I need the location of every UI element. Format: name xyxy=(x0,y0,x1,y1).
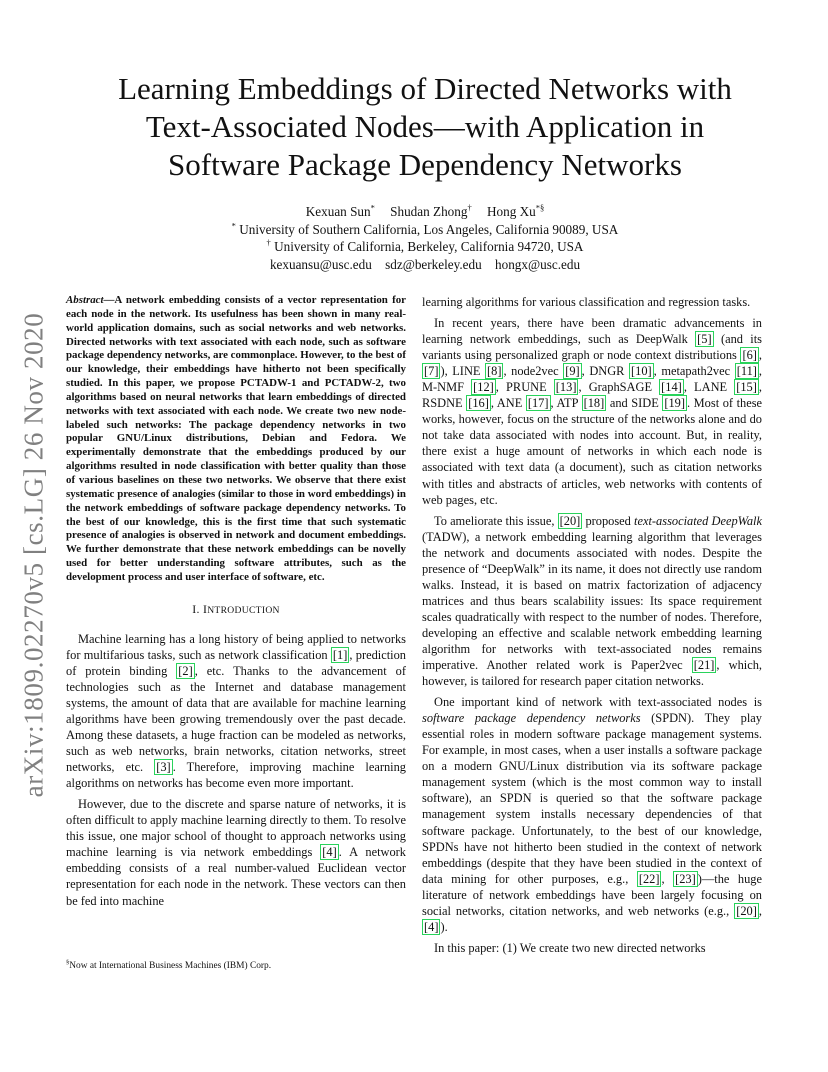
citation-link[interactable]: [5] xyxy=(697,332,712,347)
author-names xyxy=(60,203,790,221)
citation-link[interactable]: [2] xyxy=(178,663,193,678)
citation-link[interactable]: [16] xyxy=(468,396,489,411)
citation-link[interactable]: [13] xyxy=(555,380,577,395)
paper-title xyxy=(60,70,790,184)
citation-link[interactable]: [1] xyxy=(332,647,348,662)
citation-link[interactable]: [18] xyxy=(583,396,605,411)
citation-link[interactable]: [4] xyxy=(424,919,439,934)
citation-link[interactable]: [8] xyxy=(487,364,502,379)
intro-paragraph-1: Machine learning has a long history of being applied to networks for multifarious tasks, such as network classification [1] , prediction of protein binding [2] , etc. Thanks to the advancement of technologies such as the Internet and database management systems, the amount of data that are available for machine learning algorithms have been growing tremendously over the past decade. Among these datasets, a huge fraction can be modeled as networks, such as web networks, brain networks, citation networks, street networks, etc. [3] . Therefore, improving machine learning algorithms on networks has become even more important. xyxy=(66,631,407,791)
paragraph-tadw: To ameliorate this issue, [20] proposed text-associated DeepWalk (TADW), a network embedding learning algorithm that leverages the network and documents associated with nodes. Despite the presence of “DeepWalk” in its name, it does not directly use random walks. Instead, it is based on matrix factorization of adjacency matrices and thus bears scalability issues: Its space requirement scales quadratically with respect to the number of nodes. Therefore, developing an effective and scalable network embedding learning algorithm for networks with text-associated nodes remains imperative. Another related work is Paper2vec [21] , which, however, is tailored for research paper citation networks. xyxy=(422,513,763,689)
paragraph-contributions: In this paper: (1) We create two new directed networks xyxy=(434,940,706,955)
citation-link[interactable]: [22] xyxy=(638,871,660,886)
citation-link[interactable]: [6] xyxy=(742,348,757,363)
email-1: kexuansu@usc.edu xyxy=(269,256,372,272)
citation-link[interactable]: [4] xyxy=(322,845,337,860)
author-emails xyxy=(60,256,790,274)
paragraph-continuation: learning algorithms for various classification and regression tasks. xyxy=(422,295,751,309)
citation-link[interactable]: [21] xyxy=(693,658,715,673)
arxiv-identifier-text: arXiv:1809.02270v5 [cs.LG] 26 Nov 2020 xyxy=(18,312,49,798)
citation-link[interactable]: [14] xyxy=(661,380,682,395)
citation-link[interactable]: [12] xyxy=(473,380,494,395)
abstract-body: —A network embedding consists of a vector representation for each node in the network. Its usefulness has been shown in many real-world application domains, such as social networks and web networks. Directed networks with text associated with each node, such as software package dependency networks, are commonplace. However, to the best of our knowledge, their embeddings have hitherto not been specifically studied. In this paper, we propose PCTADW-1 and PCTADW-2, two algorithms based on neural networks that learn embeddings of directed networks with text associated with each node. We create two new node-labeled such networks: The package dependency networks in two popular GNU/Linux distributions, Debian and Fedora. We experimentally demonstrate that the embeddings produced by our algorithms resulted in node classification with better quality than those of various baselines on these two networks. We observe that there exist systematic presence of analogies (similar to those in word embeddings) in the network embeddings of software package dependency networks. To the best of our knowledge, this is the first time that such systematic presence of analogies is observed in network and document embeddings. We further demonstrate that these network embeddings can be novelly used for better understanding software attributes, such as the development process and user interface of software, etc. xyxy=(66,294,406,583)
title-line-1: Learning Embeddings of Directed Networks with xyxy=(118,71,732,106)
citation-link[interactable]: [11] xyxy=(736,364,757,379)
email-2: sdz@berkeley.edu xyxy=(385,256,482,272)
citation-link[interactable]: [19] xyxy=(664,396,686,411)
title-line-3: Software Package Dependency Networks xyxy=(168,147,682,182)
footnote: §Now at International Business Machines (IBM) Corp. xyxy=(66,958,272,971)
citation-link[interactable]: [10] xyxy=(631,364,652,379)
abstract xyxy=(66,294,406,585)
arxiv-identifier xyxy=(14,312,54,798)
author-1: Kexuan Sun* xyxy=(305,202,375,219)
citation-link[interactable]: [15] xyxy=(736,380,757,395)
right-column xyxy=(422,294,762,961)
section-heading-introduction: I. INTRODUCTION xyxy=(192,601,280,616)
citation-link[interactable]: [23] xyxy=(675,871,696,886)
paragraph-spdn: One important kind of network with text-associated nodes is software package dependency networks (SPDN). They play essential roles in modern software package management systems. For example, in most cases, when a user installs a software package on a modern GNU/Linux distribution via its software package management system (which is the most common way to install software), an SPDN is queried so that the software package management system installs necessary dependencies of that software package. Unfortunately, to the best of our knowledge, SPDNs have not hitherto been studied in the context of network embeddings (despite that they have been studied in the context of data mining for other purposes, e.g., [22] , [23] )—the huge literature of network embeddings have been largely focusing on social networks, citation networks, and web networks (e.g., [20] , [4] ). xyxy=(422,695,762,934)
citation-link[interactable]: [9] xyxy=(565,364,580,379)
author-3: Hong Xu*§ xyxy=(487,202,545,219)
citation-link[interactable]: [20] xyxy=(736,903,757,918)
citation-link[interactable]: [20] xyxy=(559,513,581,528)
affiliation-1: * University of Southern California, Los Angeles, California 90089, USA xyxy=(231,220,619,237)
left-column xyxy=(66,294,406,914)
email-3: hongx@usc.edu xyxy=(495,256,581,272)
title-line-2: Text-Associated Nodes—with Application in xyxy=(145,109,705,144)
citation-link[interactable]: [7] xyxy=(424,364,439,379)
author-block xyxy=(60,203,790,273)
affiliation-2: † University of California, Berkeley, California 94720, USA xyxy=(266,237,584,254)
paragraph-recent-advancements: In recent years, there have been dramatic advancements in learning network embeddings, such as DeepWalk [5] (and its variants using personalized graph or node context distributions [6] , [7] ), LINE [8] , node2vec [9] , DNGR [10] , metapath2vec [11] , M-NMF [12] , PRUNE [13] , GraphSAGE [14] , LANE [15] , RSDNE [16] , ANE [17] , ATP [18] and SIDE [19] . Most of these works, however, focus on the structure of the networks alone and do not take data associated with nodes into account. But, in reality, there exist a huge amount of networks in which each node is associated with text data (a document), such as citation networks with titles and abstracts of articles, web networks with contents of web pages, etc. xyxy=(422,316,763,507)
intro-paragraph-2: However, due to the discrete and sparse nature of networks, it is often difficult to apply machine learning directly to them. To resolve this issue, one major school of thought to approach networks using machine learning is via network embeddings [4] . A network embedding consists of a real number-valued Euclidean vector representation for each node in the network. These vectors can then be fed into machine xyxy=(66,797,406,908)
citation-link[interactable]: [3] xyxy=(156,760,171,775)
author-2: Shudan Zhong† xyxy=(390,202,472,219)
abstract-lead: Abstract xyxy=(66,294,104,306)
citation-link[interactable]: [17] xyxy=(527,396,549,411)
